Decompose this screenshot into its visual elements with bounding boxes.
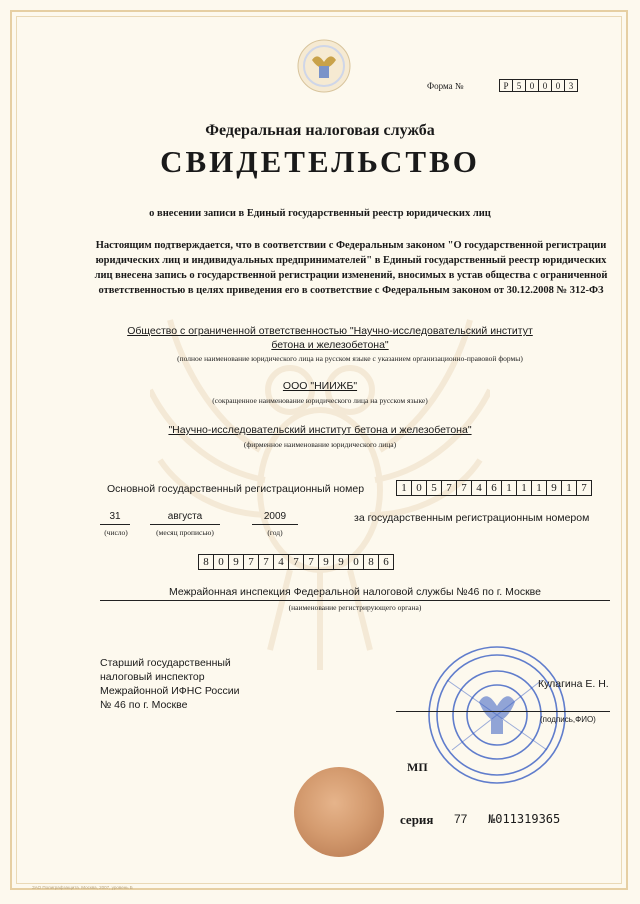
- digit-box: 7: [303, 554, 319, 570]
- wax-seal-icon: [294, 767, 384, 857]
- digit-box: 1: [561, 480, 577, 496]
- digit-box: 1: [531, 480, 547, 496]
- digit-box: 7: [441, 480, 457, 496]
- brand-name: "Научно-исследовательский институт бетона и железобетона": [168, 424, 472, 436]
- digit-box: 0: [538, 79, 552, 92]
- digit-box: 9: [333, 554, 349, 570]
- signer-name: Кулагина Е. Н.: [538, 678, 609, 690]
- digit-box: 6: [378, 554, 394, 570]
- date-month: августа: [167, 511, 203, 522]
- authority-caption: (наименование регистрирующего органа): [288, 603, 422, 612]
- certificate-title: СВИДЕТЕЛЬСТВО: [160, 144, 480, 179]
- digit-box: 5: [512, 79, 526, 92]
- authority-name: Межрайонная инспекция Федеральной налоговой службы №46 по г. Москве: [169, 586, 541, 598]
- digit-box: 0: [348, 554, 364, 570]
- digit-box: 4: [471, 480, 487, 496]
- short-name: ООО "НИИЖБ": [282, 380, 358, 392]
- series-value: 77: [454, 812, 468, 826]
- digit-box: 0: [551, 79, 565, 92]
- digit-box: 1: [516, 480, 532, 496]
- digit-box: 0: [525, 79, 539, 92]
- digit-box: 7: [456, 480, 472, 496]
- mp-mark: МП: [407, 760, 428, 774]
- printer-note: ЗАО Полиграфзащита. Москва, 2007, уровень Б: [32, 885, 133, 890]
- certificate-number: №011319365: [488, 812, 561, 826]
- emblem-icon: [296, 38, 352, 94]
- digit-box: 4: [273, 554, 289, 570]
- date-year: 2009: [263, 511, 287, 522]
- ogrn-label: Основной государственный регистрационный номер: [107, 483, 365, 495]
- digit-box: 8: [198, 554, 214, 570]
- statement-text: Настоящим подтверждается, что в соответствии с Федеральным законом "О государственной регистрации юридических лиц и индивидуальных предпринимателей" в Единый государственный реестр юридических лиц внесена запись о государственной регистрации изменений, вносимых в устав общества с ограниченной ответственностью в целях приведения его в соответствие с Федеральным законом от 30.12.2008 № 312-ФЗ: [94, 240, 608, 296]
- digit-box: 7: [288, 554, 304, 570]
- ogrn-number: [397, 480, 592, 496]
- digit-box: 1: [396, 480, 412, 496]
- date-year-caption: (год): [267, 528, 283, 537]
- brand-name-caption: (фирменное наименование юридического лица): [243, 440, 397, 449]
- digit-box: 9: [228, 554, 244, 570]
- full-name: Общество с ограниченной ответственностью "Научно-исследовательский институт бетона и железобетона": [127, 325, 533, 351]
- full-name-caption: (полное наименование юридического лица на русском языке с указанием организационно-правовой формы): [177, 354, 523, 363]
- series-label: серия: [400, 812, 434, 827]
- digit-box: 0: [213, 554, 229, 570]
- reg-number-label: за государственным регистрационным номером: [354, 512, 590, 524]
- digit-box: 5: [426, 480, 442, 496]
- digit-box: 7: [258, 554, 274, 570]
- signature-caption: (подпись,ФИО): [540, 715, 596, 724]
- digit-box: 1: [501, 480, 517, 496]
- digit-box: 9: [546, 480, 562, 496]
- date-day-caption: (число): [104, 528, 128, 537]
- form-label: Форма №: [427, 81, 464, 91]
- digit-box: 9: [318, 554, 334, 570]
- digit-box: 8: [363, 554, 379, 570]
- digit-box: 3: [564, 79, 578, 92]
- agency-name: Федеральная налоговая служба: [205, 122, 435, 139]
- form-number: [500, 79, 578, 92]
- date-month-caption: (месяц прописью): [156, 528, 214, 537]
- digit-box: 7: [243, 554, 259, 570]
- signer-position: Старший государственный налоговый инспектор Межрайонной ИФНС России № 46 по г. Москве: [100, 657, 240, 711]
- digit-box: Р: [499, 79, 513, 92]
- reg-number: [199, 554, 394, 570]
- digit-box: 7: [576, 480, 592, 496]
- short-name-caption: (сокращенное наименование юридического лица на русском языке): [212, 396, 428, 405]
- date-day: 31: [109, 511, 121, 522]
- digit-box: 6: [486, 480, 502, 496]
- digit-box: 0: [411, 480, 427, 496]
- certificate-subtitle: о внесении записи в Единый государственный реестр юридических лиц: [149, 208, 491, 219]
